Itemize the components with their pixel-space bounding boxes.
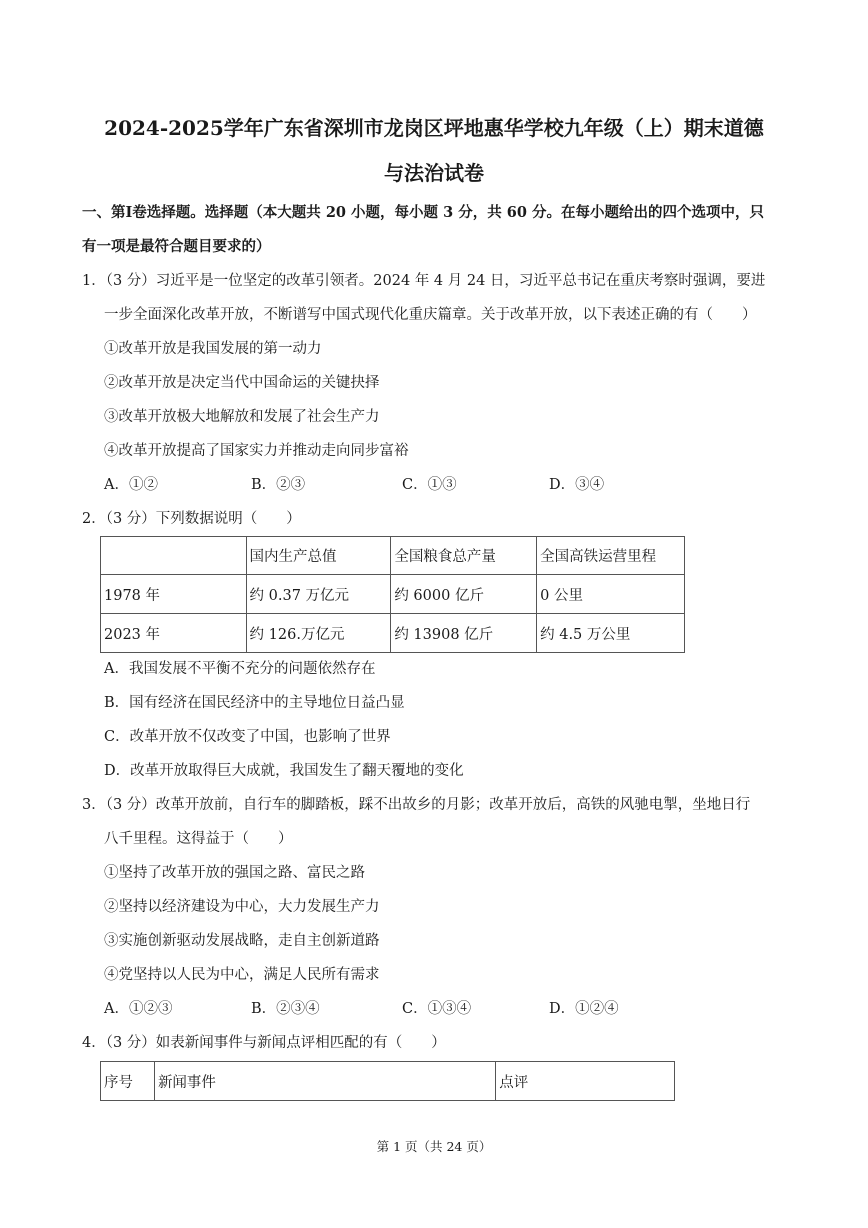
q3-item-4: ④党坚持以人民为中心，满足人民所有需求: [104, 967, 380, 983]
q3-option-b: B．②③④: [251, 1001, 320, 1017]
q2-table-header-cell: 全国高铁运营里程: [537, 537, 685, 575]
q4-table-header-row: [101, 1062, 675, 1101]
section-heading-line-2: 有一项是最符合题目要求的）: [82, 238, 271, 255]
q4-table-header-cell: 点评: [496, 1062, 675, 1101]
q2-table-cell: 约 0.37 万亿元: [246, 575, 391, 614]
q2-table-cell: 0 公里: [537, 575, 685, 614]
q3-option-c: C．①③④: [402, 1001, 472, 1017]
q1-options: [104, 476, 804, 494]
table-row: [101, 575, 685, 614]
q2-table-cell: 约 4.5 万公里: [537, 614, 685, 653]
q2-stem: 2．（3 分）下列数据说明（ ）: [82, 511, 301, 527]
q3-options: [104, 1000, 804, 1018]
q1-option-a: A．①②: [104, 477, 158, 493]
exam-title-line-1: 2024-2025学年广东省深圳市龙岗区坪地惠华学校九年级（上）期末道德: [104, 116, 764, 140]
q3-item-3: ③实施创新驱动发展战略，走自主创新道路: [104, 933, 380, 949]
table-row: [101, 614, 685, 653]
q3-item-2: ②坚持以经济建设为中心，大力发展生产力: [104, 899, 380, 915]
q4-table-header-cell: 新闻事件: [154, 1062, 495, 1101]
q1-stem-line-2: 一步全面深化改革开放，不断谱写中国式现代化重庆篇章。关于改革开放，以下表述正确的有（ ）: [104, 307, 757, 323]
q1-item-4: ④改革开放提高了国家实力并推动走向同步富裕: [104, 443, 409, 459]
q3-option-d: D．①②④: [549, 1001, 619, 1017]
q4-stem: 4．（3 分）如表新闻事件与新闻点评相匹配的有（ ）: [82, 1035, 446, 1051]
q2-table-header-cell: [101, 537, 247, 575]
q2-option-c: C．改革开放不仅改变了中国，也影响了世界: [104, 729, 391, 745]
q1-option-d: D．③④: [549, 477, 605, 493]
q3-stem-line-2: 八千里程。这得益于（ ）: [104, 831, 293, 847]
q1-option-b: B．②③: [251, 477, 306, 493]
q1-item-2: ②改革开放是决定当代中国命运的关键抉择: [104, 375, 380, 391]
q2-table-cell: 2023 年: [101, 614, 247, 653]
q4-table-header-cell: 序号: [101, 1062, 155, 1101]
q2-table-header-cell: 全国粮食总产量: [391, 537, 537, 575]
q2-table-cell: 约 6000 亿斤: [391, 575, 537, 614]
q1-option-c: C．①③: [402, 477, 457, 493]
q1-item-1: ①改革开放是我国发展的第一动力: [104, 341, 322, 357]
q2-table-header-cell: 国内生产总值: [246, 537, 391, 575]
section-heading-line-1: 一、第Ⅰ卷选择题。选择题（本大题共 20 小题，每小题 3 分，共 60 分。在每小题给出的四个选项中，只: [82, 204, 765, 221]
exam-title-line-2: 与法治试卷: [384, 161, 484, 185]
q2-option-a: A．我国发展不平衡不充分的问题依然存在: [104, 661, 376, 677]
q3-option-a: A．①②③: [104, 1001, 173, 1017]
q2-option-b: B．国有经济在国民经济中的主导地位日益凸显: [104, 695, 405, 711]
q3-item-1: ①坚持了改革开放的强国之路、富民之路: [104, 865, 365, 881]
q2-option-d: D．改革开放取得巨大成就，我国发生了翻天覆地的变化: [104, 763, 464, 779]
q2-data-table: [100, 536, 685, 653]
q4-news-table: [100, 1061, 675, 1101]
q3-stem-line-1: 3．（3 分）改革开放前，自行车的脚踏板，踩不出故乡的月影；改革开放后，高铁的风驰电掣，坐地日行: [82, 797, 751, 813]
q2-table-cell: 约 126.万亿元: [246, 614, 391, 653]
q1-stem-line-1: 1．（3 分）习近平是一位坚定的改革引领者。2024 年 4 月 24 日，习近平总书记在重庆考察时强调，要进: [82, 273, 766, 289]
q2-table-cell: 约 13908 亿斤: [391, 614, 537, 653]
q2-table-header-row: [101, 537, 685, 575]
page-number-footer: 第 1 页（共 24 页）: [376, 1139, 492, 1154]
q2-table-cell: 1978 年: [101, 575, 247, 614]
q1-item-3: ③改革开放极大地解放和发展了社会生产力: [104, 409, 380, 425]
